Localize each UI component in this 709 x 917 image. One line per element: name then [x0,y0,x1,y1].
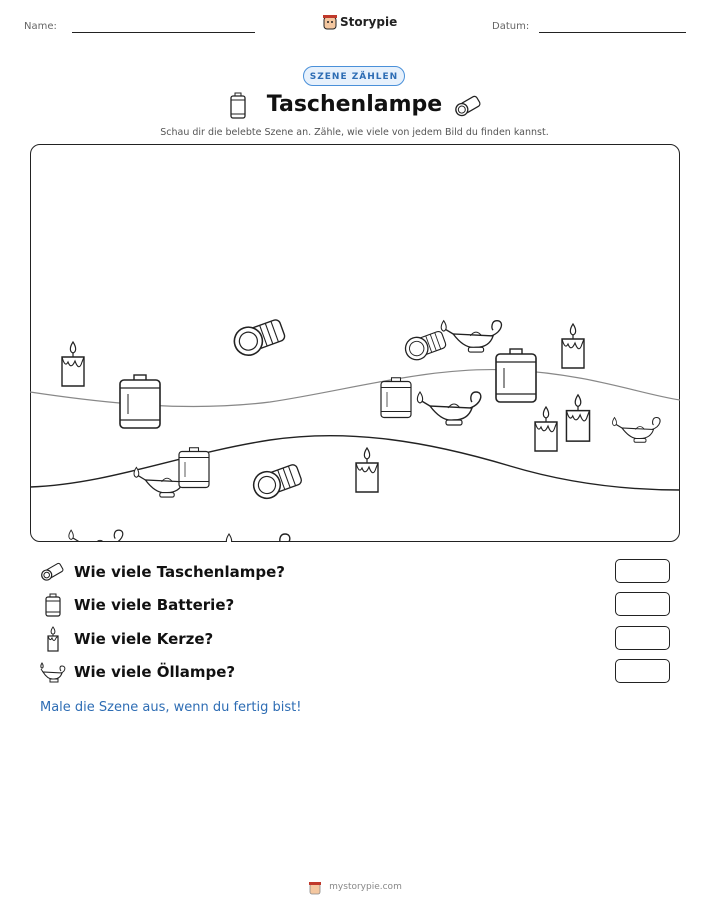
oil-lamp-icon [417,392,480,425]
brand-name: Storypie [340,15,398,29]
question-text: Wie viele Taschenlampe? [74,563,285,581]
question-candle [40,626,670,652]
flashlight-icon [40,559,66,585]
coloring-note: Male die Szene aus, wenn du fertig bist! [40,700,302,715]
battery-icon [40,592,66,618]
candle-icon [40,626,66,652]
question-text: Wie viele Öllampe? [74,663,236,681]
answer-box-candle[interactable] [615,626,670,650]
candle-icon [62,342,84,386]
candle-icon [566,394,589,440]
name-label: Name: [24,21,57,32]
date-field-line[interactable] [539,32,686,33]
page-title: Taschenlampe [266,92,443,117]
storypie-logo-icon [323,14,337,30]
date-label: Datum: [492,21,530,32]
site-url[interactable]: mystorypie.com [329,882,402,892]
answer-box-oil-lamp[interactable] [615,659,670,683]
oil-lamp-icon [441,320,501,351]
answer-box-battery[interactable] [615,592,670,616]
answer-box-flashlight[interactable] [615,559,670,583]
question-battery [40,592,670,618]
name-field-line[interactable] [72,32,255,33]
instructions: Schau dir die belebte Szene an. Zähle, wie viele von jedem Bild du finden kannst. [160,127,549,138]
battery-icon [179,447,209,487]
candle-icon [356,448,378,492]
question-text: Wie viele Kerze? [74,630,214,648]
flashlight-icon [249,460,303,501]
scene-frame [30,144,680,542]
oil-lamp-icon [40,659,66,685]
oil-lamp-icon [612,417,660,442]
battery-icon [120,375,160,428]
flashlight-icon [230,315,287,358]
flashlight-icon [454,94,484,118]
oil-lamp-icon [226,534,289,542]
candle-icon [535,407,557,451]
battery-icon [496,349,536,402]
question-oil-lamp [40,659,670,685]
activity-badge: SZENE ZÄHLEN [303,66,405,86]
question-text: Wie viele Batterie? [74,596,235,614]
flashlight-icon [402,328,447,363]
candle-icon [562,324,584,368]
question-flashlight [40,559,670,585]
oil-lamp-icon [68,530,122,542]
battery-icon [381,377,411,417]
